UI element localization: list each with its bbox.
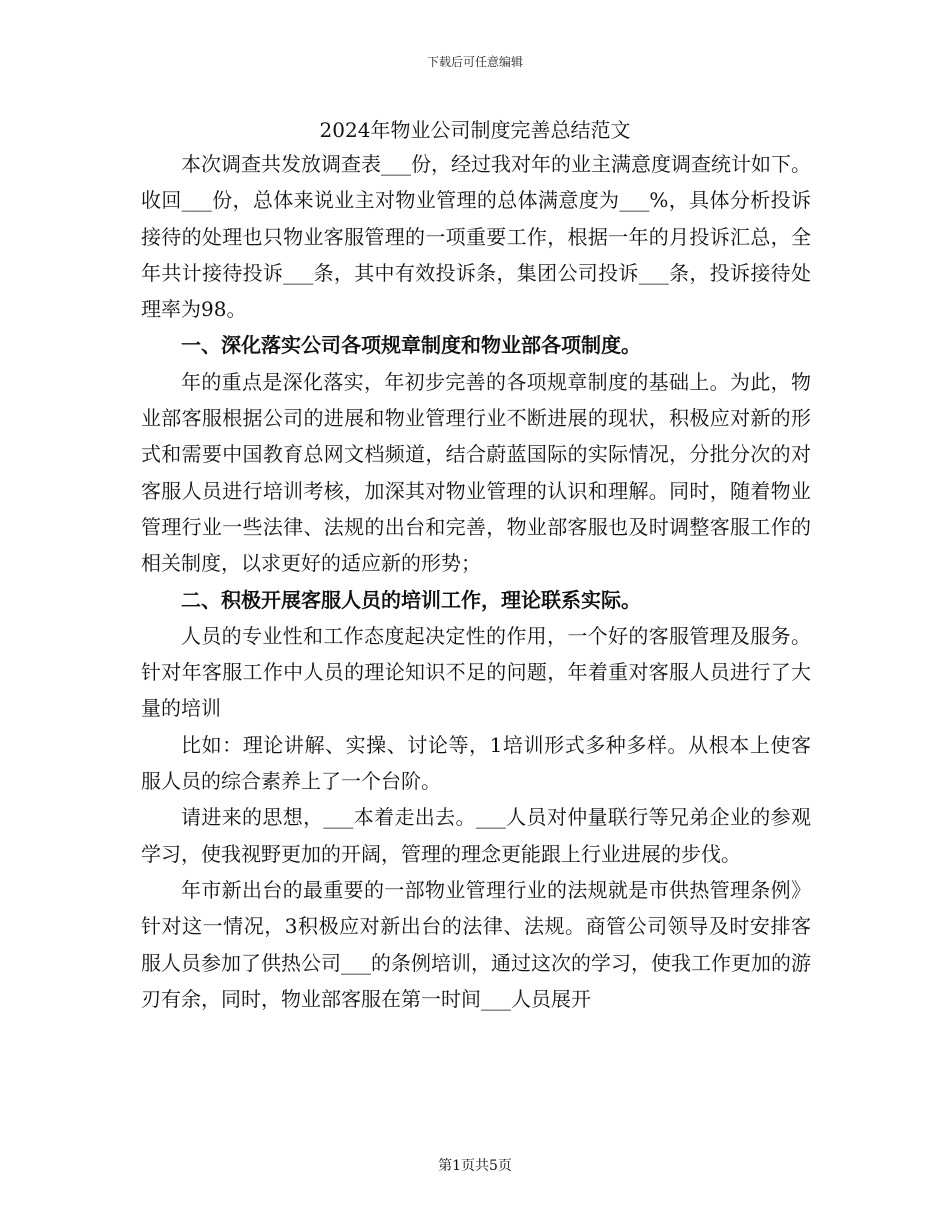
paragraph-heating-regulation: 年市新出台的最重要的一部物业管理行业的法规就是市供热管理条例》针对这一情况，3积极应对新出台的法律、法规。商管公司领导及时安排客服人员参加了供热公司___的条例培训，通过这次的学习，使我工作更加的游刃有余，同时，物业部客服在第一时间___人员展开: [141, 877, 811, 1011]
document-body: [141, 146, 811, 1017]
section-heading-1: 一、深化落实公司各项规章制度和物业部各项制度。: [181, 333, 641, 358]
header-note: 下载后可任意编辑: [426, 55, 523, 69]
section-heading-2: 二、积极开展客服人员的培训工作，理论联系实际。: [181, 587, 641, 612]
paragraph-regulations: 年的重点是深化落实，年初步完善的各项规章制度的基础上。为此，物业部客服根据公司的进展和物业管理行业不断进展的现状，积极应对新的形式和需要中国教育总网文档频道，结合蔚蓝国际的实际情况，分批分次的对客服人员进行培训考核，加深其对物业管理的认识和理解。同时，随着物业管理行业一些法律、法规的出台和完善，物业部客服也及时调整客服工作的相关制度，以求更好的适应新的形势；: [141, 369, 811, 576]
paragraph-survey-results: 本次调查共发放调查表___份，经过我对年的业主满意度调查统计如下。收回___份，总体来说业主对物业管理的总体满意度为___%，具体分析投诉接待的处理也只物业客服管理的一项重要工作，根据一年的月投诉汇总，全年共计接待投诉___条，其中有效投诉条，集团公司投诉___条，投诉接待处理率为98。: [141, 152, 811, 322]
paragraph-training: 人员的专业性和工作态度起决定性的作用，一个好的客服管理及服务。针对年客服工作中人员的理论知识不足的问题，年着重对客服人员进行了大量的培训: [141, 623, 811, 721]
page-footer: 第1页共5页: [438, 1158, 512, 1174]
paragraph-training-forms: 比如：理论讲解、实操、讨论等，1培训形式多种多样。从根本上使客服人员的综合素养上了一个台阶。: [141, 732, 811, 794]
paragraph-visits: 请进来的思想，___本着走出去。___人员对仲量联行等兄弟企业的参观学习，使我视野更加的开阔，管理的理念更能跟上行业进展的步伐。: [141, 805, 811, 866]
document-title: 2024年物业公司制度完善总结范文: [319, 118, 631, 142]
